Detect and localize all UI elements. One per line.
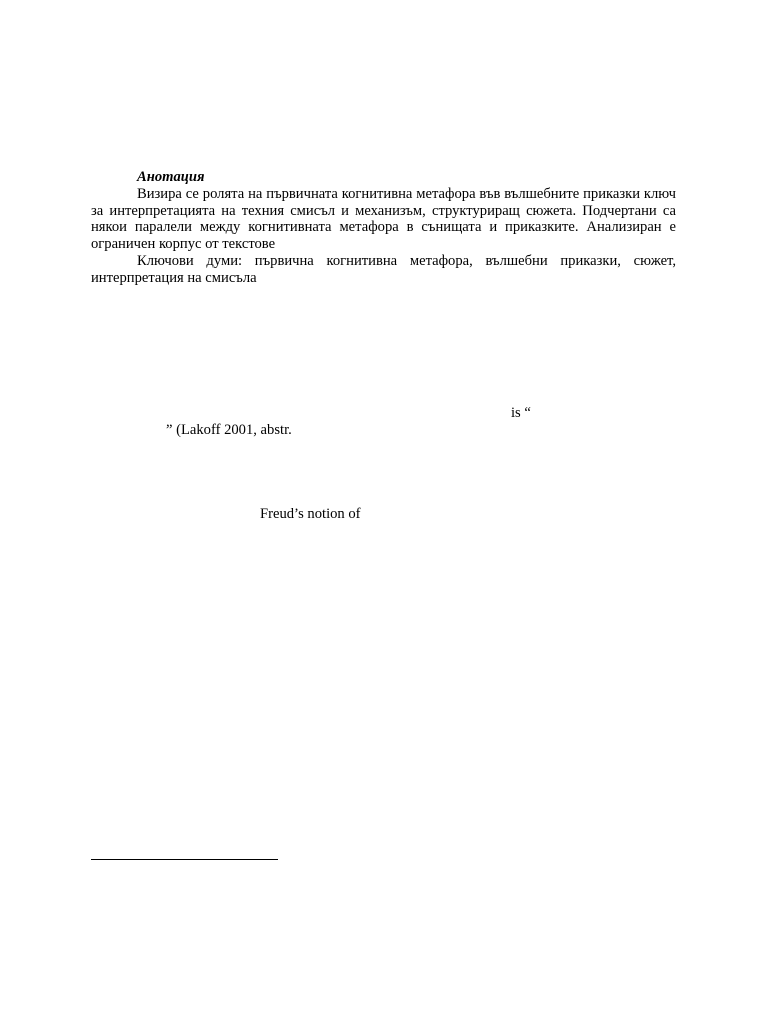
text-fragment-lakoff-citation: ” (Lakoff 2001, abstr. [166, 422, 292, 438]
keywords-paragraph: Ключови думи: първична когнитивна метафора, вълшебни приказки, сюжет, интерпретация на смисъла [91, 253, 676, 286]
text-fragment-is-quote: is “ [511, 405, 531, 421]
abstract-paragraph: Визира се ролята на първичната когнитивна метафора във вълшебните приказки ключ за интерпретацията на техния смисъл и механизъм, структуриращ сюжета. Подчертани са някои паралели между когнитивната метафора в сънищата и приказките. Анализиран е ограничен корпус от текстове [91, 186, 676, 252]
footnote-separator [91, 859, 278, 860]
text-fragment-freud: Freud’s notion of [260, 506, 361, 522]
abstract-heading: Анотация [137, 169, 205, 185]
